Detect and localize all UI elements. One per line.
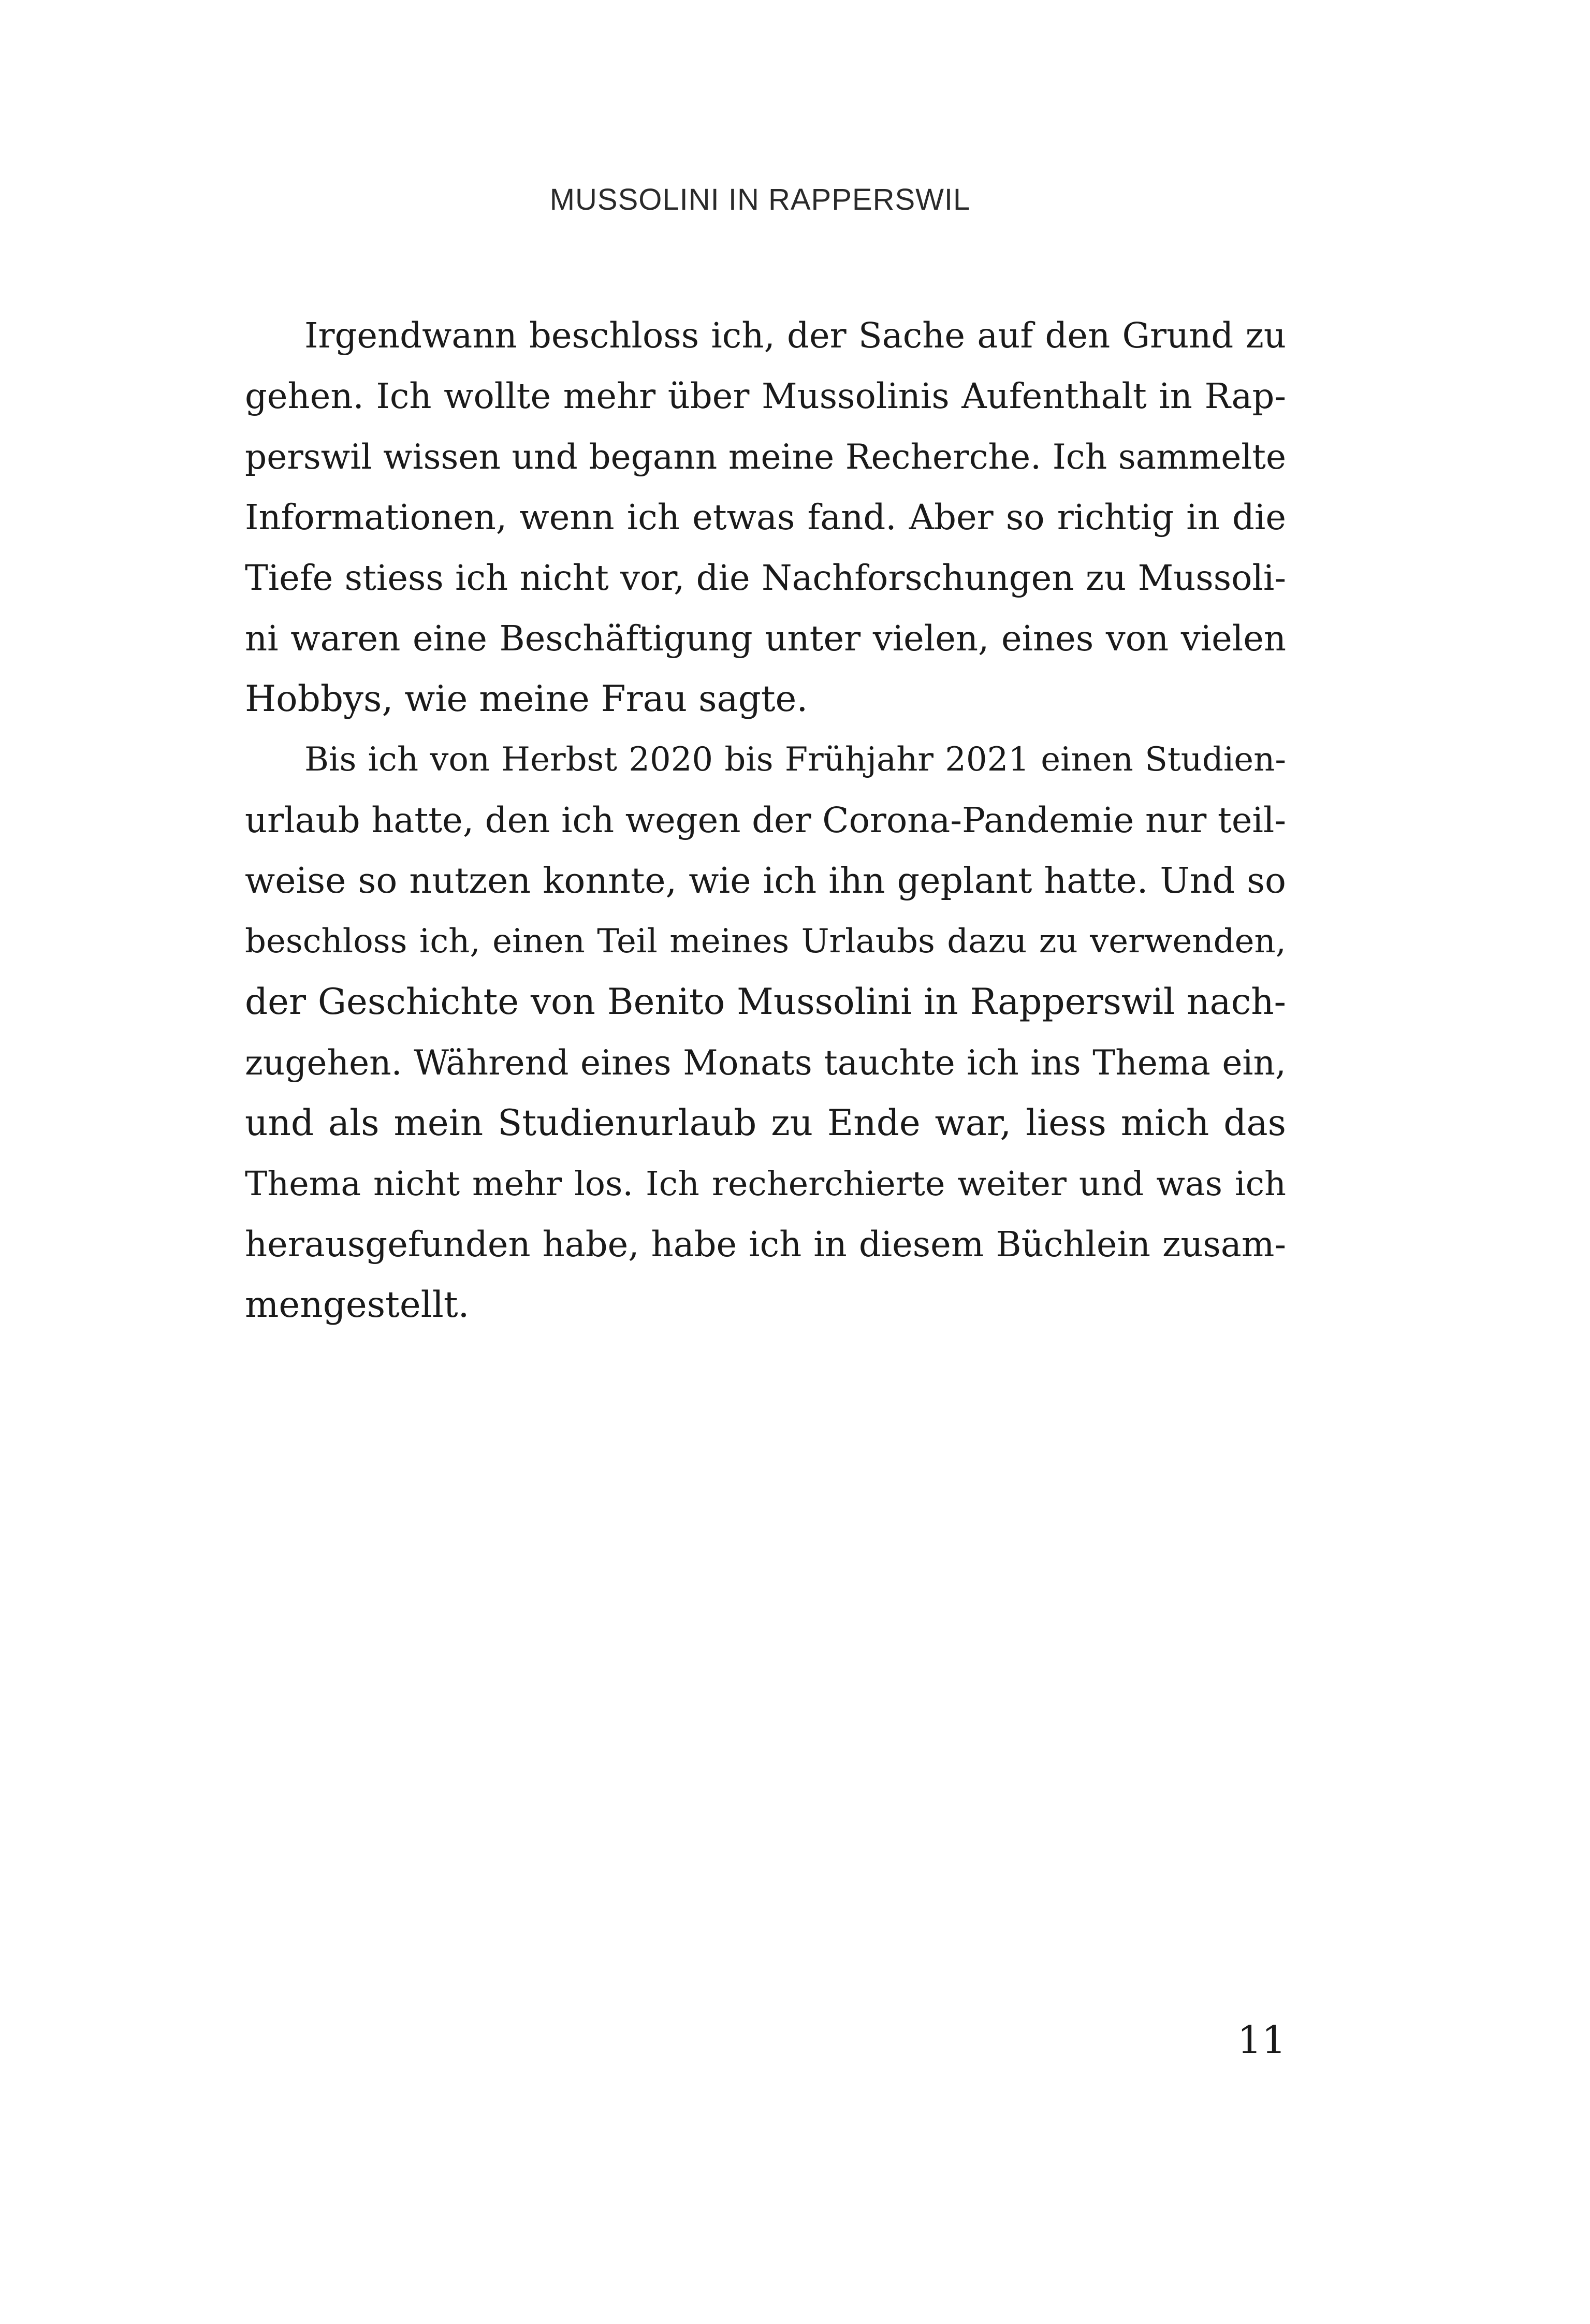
paragraph-1: [245, 306, 1286, 730]
text-line: zugehen. Während eines Monats tauchte ich ins Thema ein,: [245, 1043, 1286, 1083]
text-line: mengestellt.: [245, 1284, 470, 1326]
paragraph-2: [245, 730, 1286, 1335]
text-line: herausgefunden habe, habe ich in diesem Büchlein zusam-: [245, 1224, 1286, 1265]
text-line: der Geschichte von Benito Mussolini in Rapperswil nach-: [245, 981, 1286, 1023]
body-text: [245, 306, 1286, 1335]
text-line: Informationen, wenn ich etwas fand. Aber so richtig in die: [245, 497, 1286, 538]
text-line: Irgendwann beschloss ich, der Sache auf den Grund zu: [304, 315, 1286, 356]
text-line: weise so nutzen konnte, wie ich ihn geplant hatte. Und so: [245, 861, 1286, 902]
page-number: 11: [1237, 2018, 1286, 2062]
text-line: perswil wissen und begann meine Recherche. Ich sammelte: [245, 437, 1286, 477]
text-line: und als mein Studienurlaub zu Ende war, liess mich das: [245, 1102, 1286, 1144]
text-line: beschloss ich, einen Teil meines Urlaubs dazu zu verwenden,: [245, 922, 1286, 961]
running-head: MUSSOLINI IN RAPPERSWIL: [549, 183, 971, 216]
text-line: Tiefe stiess ich nicht vor, die Nachforschungen zu Mussoli-: [245, 558, 1286, 598]
text-line: Thema nicht mehr los. Ich recherchierte weiter und was ich: [245, 1165, 1286, 1203]
text-line: Hobbys, wie meine Frau sagte.: [245, 678, 808, 720]
text-line: gehen. Ich wollte mehr über Mussolinis Aufenthalt in Rap-: [245, 376, 1286, 416]
text-line: ni waren eine Beschäftigung unter vielen, eines von vielen: [245, 618, 1286, 659]
text-line: Bis ich von Herbst 2020 bis Frühjahr 2021 einen Studien-: [304, 740, 1286, 779]
text-line: urlaub hatte, den ich wegen der Corona-Pandemie nur teil-: [245, 800, 1286, 840]
